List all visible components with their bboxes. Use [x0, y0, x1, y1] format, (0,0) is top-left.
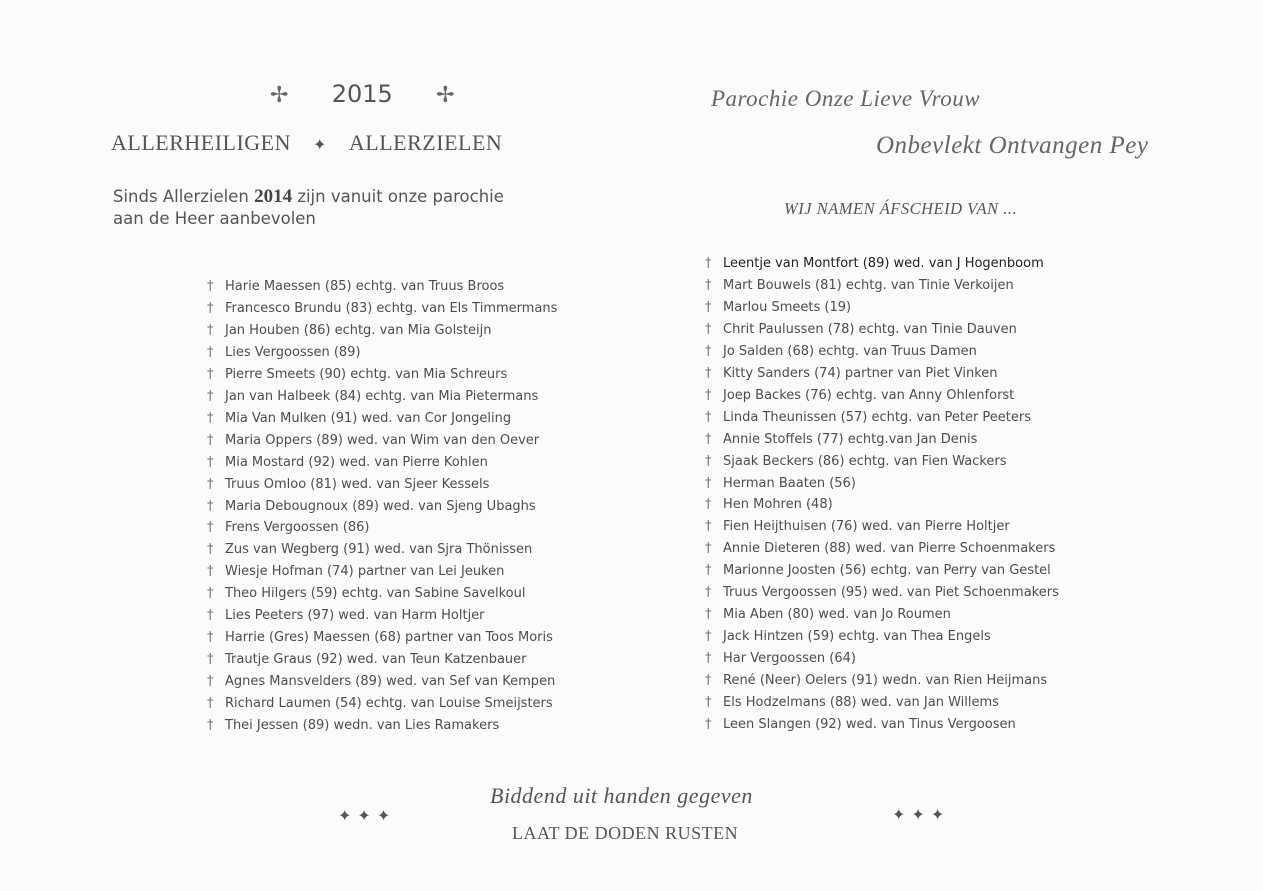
- dagger-icon: †: [705, 409, 712, 425]
- cross-icon: ✢: [270, 83, 289, 108]
- list-item: [705, 715, 1016, 735]
- intro-text: [113, 186, 504, 230]
- list-item: [207, 475, 489, 495]
- list-item-text: Theo Hilgers (59) echtg. van Sabine Savelkoul: [225, 586, 526, 602]
- list-item-text: Lies Vergoossen (89): [225, 344, 361, 360]
- title-allerzielen: ALLERZIELEN: [348, 130, 503, 155]
- list-item: [207, 606, 485, 626]
- dagger-icon: †: [207, 454, 214, 470]
- dagger-icon: †: [207, 696, 214, 712]
- dagger-icon: †: [207, 586, 214, 602]
- list-item: [207, 365, 507, 385]
- list-item: [207, 453, 488, 473]
- list-item-text: Har Vergoossen (64): [723, 651, 856, 667]
- dagger-icon: †: [705, 256, 712, 271]
- list-item-text: Jack Hintzen (59) echtg. van Thea Engels: [723, 629, 991, 645]
- dagger-icon: †: [207, 564, 214, 580]
- dagger-icon: †: [705, 431, 712, 447]
- list-item-text: Herman Baaten (56): [723, 475, 856, 491]
- list-item: [705, 605, 951, 625]
- dagger-icon: †: [207, 432, 214, 448]
- list-item: [705, 539, 1055, 559]
- list-item: [705, 254, 1044, 274]
- list-item-text: Kitty Sanders (74) partner van Piet Vinken: [723, 365, 998, 381]
- dagger-icon: †: [705, 365, 712, 381]
- dagger-icon: †: [705, 321, 712, 337]
- list-item: [207, 431, 539, 451]
- list-item-text: Trautje Graus (92) wed. van Teun Katzenbauer: [225, 652, 527, 668]
- list-item-text: Richard Laumen (54) echtg. van Louise Smeijsters: [225, 696, 553, 712]
- list-item-text: Maria Debougnoux (89) wed. van Sjeng Ubaghs: [225, 498, 536, 514]
- list-item-text: Jan van Halbeek (84) echtg. van Mia Pietermans: [225, 388, 539, 404]
- list-item: [207, 343, 361, 363]
- list-item: [207, 628, 553, 648]
- list-item-text: Marlou Smeets (19): [723, 299, 852, 315]
- farewell-heading: WIJ NAMEN ÁFSCHEID VAN ...: [784, 199, 1018, 218]
- list-item-text: Lies Peeters (97) wed. van Harm Holtjer: [225, 608, 485, 624]
- list-item-text: Truus Vergoossen (95) wed. van Piet Schoenmakers: [723, 585, 1059, 601]
- list-item: [705, 583, 1059, 603]
- dagger-icon: †: [705, 387, 712, 403]
- footer-line1: Biddend uit handen gegeven: [490, 783, 753, 808]
- intro-line2: aan de Heer aanbevolen: [113, 209, 316, 228]
- dagger-icon: †: [207, 279, 214, 294]
- dagger-icon: †: [705, 277, 712, 293]
- list-item-text: Mart Bouwels (81) echtg. van Tinie Verkoijen: [723, 277, 1014, 293]
- dagger-icon: †: [207, 608, 214, 624]
- list-item: [207, 650, 527, 670]
- dagger-icon: †: [705, 651, 712, 667]
- list-item-text: Leentje van Montfort (89) wed. van J Hogenboom: [723, 256, 1044, 271]
- list-item: [705, 474, 856, 494]
- dagger-icon: †: [207, 542, 214, 558]
- list-item-text: Pierre Smeets (90) echtg. van Mia Schreurs: [225, 366, 508, 382]
- list-item-text: Agnes Mansvelders (89) wed. van Sef van Kempen: [225, 674, 556, 690]
- list-item: [705, 495, 833, 515]
- list-item: [705, 693, 999, 713]
- dagger-icon: †: [705, 299, 712, 315]
- list-item-text: Joep Backes (76) echtg. van Anny Ohlenforst: [723, 387, 1015, 403]
- list-item: [705, 627, 991, 647]
- dagger-icon: †: [207, 630, 214, 646]
- intro-pre: Sinds Allerzielen: [113, 187, 249, 206]
- year-heading: [270, 80, 455, 108]
- list-item: [207, 562, 504, 582]
- dagger-icon: †: [705, 343, 712, 359]
- list-item: [705, 671, 1047, 691]
- list-item-text: Thei Jessen (89) wedn. van Lies Ramakers: [225, 718, 500, 733]
- list-item: [207, 497, 536, 517]
- list-item-text: Fien Heijthuisen (76) wed. van Pierre Holtjer: [723, 519, 1010, 535]
- list-item: [207, 321, 492, 341]
- dagger-icon: †: [705, 607, 712, 623]
- list-item-text: Leen Slangen (92) wed. van Tinus Vergoosen: [723, 716, 1016, 732]
- list-item-text: Francesco Brundu (83) echtg. van Els Timmermans: [225, 300, 558, 316]
- dagger-icon: †: [207, 498, 214, 514]
- list-item: [207, 387, 538, 407]
- dagger-icon: †: [705, 519, 712, 535]
- list-item: [705, 364, 998, 384]
- page-title: [111, 130, 502, 156]
- list-item: [705, 298, 851, 318]
- list-item: [207, 540, 532, 560]
- intro-post: zijn vanuit onze parochie: [297, 187, 504, 206]
- dagger-icon: †: [705, 497, 712, 513]
- list-item-text: Linda Theunissen (57) echtg. van Peter Peeters: [723, 409, 1032, 425]
- list-item: [705, 452, 1007, 472]
- footer-stars-left: ✦✦✦: [338, 808, 397, 825]
- list-item-text: Frens Vergoossen (86): [225, 520, 370, 536]
- list-item: [705, 561, 1051, 581]
- dagger-icon: †: [207, 674, 214, 690]
- list-item-text: Wiesje Hofman (74) partner van Lei Jeuken: [225, 564, 505, 580]
- intro-year: 2014: [254, 186, 293, 207]
- title-allerheiligen: ALLERHEILIGEN: [111, 130, 292, 155]
- dagger-icon: †: [207, 388, 214, 404]
- dagger-icon: †: [207, 520, 214, 536]
- star-icon: ✦: [313, 137, 327, 154]
- dagger-icon: †: [705, 475, 712, 491]
- list-item: [705, 276, 1014, 296]
- list-item-text: Hen Mohren (48): [723, 497, 833, 513]
- list-item-text: Jan Houben (86) echtg. van Mia Golsteijn: [225, 322, 492, 338]
- list-item-text: Annie Stoffels (77) echtg.van Jan Denis: [723, 431, 978, 447]
- parish-subtitle: Onbevlekt Ontvangen Pey: [876, 132, 1149, 159]
- dagger-icon: †: [207, 322, 214, 338]
- list-item-text: Els Hodzelmans (88) wed. van Jan Willems: [723, 695, 999, 710]
- footer-line2: LAAT DE DODEN RUSTEN: [512, 823, 739, 843]
- list-item: [207, 584, 525, 604]
- footer-stars-right: ✦✦✦: [892, 807, 951, 824]
- list-item: [207, 518, 370, 538]
- list-item: [705, 386, 1014, 406]
- list-item: [207, 672, 555, 692]
- dagger-icon: †: [705, 585, 712, 601]
- list-item: [705, 408, 1031, 428]
- dagger-icon: †: [207, 366, 214, 382]
- parish-name: Parochie Onze Lieve Vrouw: [711, 86, 981, 111]
- list-item-text: Chrit Paulussen (78) echtg. van Tinie Dauven: [723, 321, 1017, 337]
- list-item-text: Mia Van Mulken (91) wed. van Cor Jongeling: [225, 410, 512, 426]
- list-item-text: Jo Salden (68) echtg. van Truus Damen: [723, 343, 977, 359]
- dagger-icon: †: [207, 410, 214, 426]
- dagger-icon: †: [705, 629, 712, 645]
- year-text: 2015: [331, 80, 393, 108]
- list-item-text: René (Neer) Oelers (91) wedn. van Rien Heijmans: [723, 673, 1048, 689]
- list-item-text: Maria Oppers (89) wed. van Wim van den Oever: [225, 432, 540, 448]
- list-item: [705, 430, 977, 450]
- dagger-icon: †: [207, 652, 214, 668]
- list-item: [207, 299, 557, 319]
- list-item: [207, 409, 511, 429]
- dagger-icon: †: [207, 300, 214, 316]
- list-item-text: Truus Omloo (81) wed. van Sjeer Kessels: [225, 476, 490, 492]
- dagger-icon: †: [207, 476, 214, 492]
- dagger-icon: †: [207, 344, 214, 360]
- list-item-text: Annie Dieteren (88) wed. van Pierre Schoenmakers: [723, 541, 1056, 557]
- list-item: [705, 342, 977, 362]
- list-item-text: Harie Maessen (85) echtg. van Truus Broos: [225, 279, 505, 294]
- list-item-text: Mia Mostard (92) wed. van Pierre Kohlen: [225, 454, 488, 470]
- list-item-text: Harrie (Gres) Maessen (68) partner van Toos Moris: [225, 630, 553, 646]
- list-item-text: Mia Aben (80) wed. van Jo Roumen: [723, 607, 951, 623]
- list-item-text: Zus van Wegberg (91) wed. van Sjra Thönissen: [225, 542, 533, 558]
- dagger-icon: †: [705, 563, 712, 579]
- list-item-text: Sjaak Beckers (86) echtg. van Fien Wackers: [723, 453, 1007, 469]
- list-item: [705, 320, 1017, 340]
- list-item: [207, 716, 499, 736]
- dagger-icon: †: [705, 453, 712, 469]
- dagger-icon: †: [207, 718, 214, 733]
- dagger-icon: †: [705, 695, 712, 710]
- dagger-icon: †: [705, 541, 712, 557]
- list-item: [207, 277, 504, 297]
- list-item: [207, 694, 553, 714]
- cross-icon: ✢: [436, 83, 455, 108]
- dagger-icon: †: [705, 673, 712, 689]
- list-item: [705, 649, 856, 669]
- list-item-text: Marionne Joosten (56) echtg. van Perry van Gestel: [723, 563, 1051, 579]
- list-item: [705, 517, 1010, 537]
- dagger-icon: †: [705, 716, 712, 732]
